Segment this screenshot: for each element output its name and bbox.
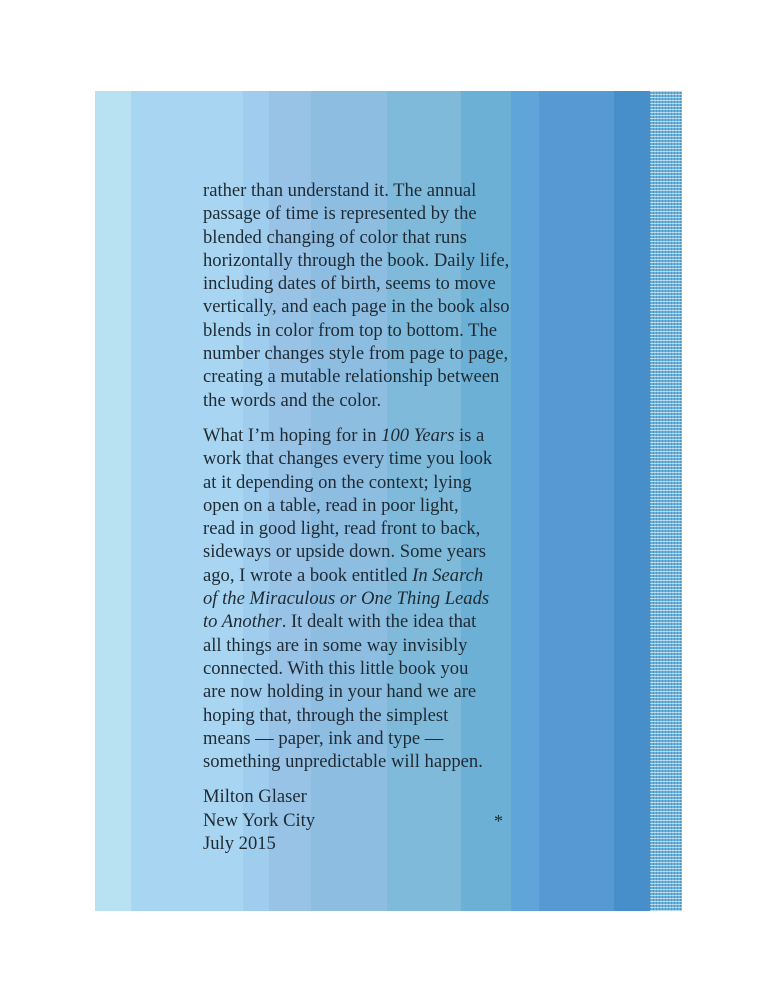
signature-block: [203, 785, 573, 855]
text-line: [203, 424, 573, 447]
text-line: horizontally through the book. Daily life,: [203, 249, 510, 271]
text-line: vertically, and each page in the book also: [203, 296, 510, 318]
text-line: at it depending on the context; lying: [203, 471, 472, 493]
text-line: sideways or upside down. Some years: [203, 541, 486, 563]
text-line: all things are in some way invisibly: [203, 634, 468, 656]
text-line: read in good light, read front to back,: [203, 518, 481, 540]
text-line: hoping that, through the simplest: [203, 704, 449, 726]
book-title-italic: of the Miraculous or One Thing Leads: [203, 588, 490, 610]
text-line: the words and the color.: [203, 389, 382, 411]
text-line: [203, 587, 573, 610]
author-location: New York City: [203, 809, 316, 831]
text-line: are now holding in your hand we are: [203, 681, 477, 703]
signature-date: July 2015: [203, 833, 276, 855]
text-run: ago, I wrote a book entitled: [203, 564, 413, 586]
text-line: passage of time is represented by the: [203, 203, 477, 225]
text-line: including dates of birth, seems to move: [203, 273, 496, 295]
text-line: blended changing of color that runs: [203, 226, 467, 248]
text-run: is a: [454, 424, 485, 446]
text-line: means — paper, ink and type —: [203, 727, 444, 749]
book-title-italic: to Another: [203, 611, 282, 633]
text-line: blends in color from top to bottom. The: [203, 319, 498, 341]
book-page: [95, 91, 682, 911]
body-text: [203, 179, 573, 855]
text-line: open on a table, read in poor light,: [203, 494, 459, 516]
text-line: something unpredictable will happen.: [203, 751, 483, 773]
text-line: creating a mutable relationship between: [203, 366, 500, 388]
text-line: number changes style from page to page,: [203, 343, 509, 365]
text-line: [203, 610, 573, 633]
asterisk-mark: *: [494, 811, 503, 831]
text-line: [203, 564, 573, 587]
text-line: rather than understand it. The annual: [203, 180, 477, 201]
page-edge-texture: [650, 91, 682, 911]
text-run: What I’m hoping for in: [203, 424, 382, 446]
color-band: [95, 91, 131, 911]
book-title-italic: 100 Years: [381, 424, 455, 446]
paragraph-2: [203, 424, 573, 773]
text-line: work that changes every time you look: [203, 448, 493, 470]
paragraph-1: [203, 179, 573, 412]
text-line: connected. With this little book you: [203, 657, 469, 679]
book-title-italic: In Search: [412, 564, 484, 586]
author-name: Milton Glaser: [203, 786, 307, 808]
text-run: . It dealt with the idea that: [281, 611, 477, 633]
